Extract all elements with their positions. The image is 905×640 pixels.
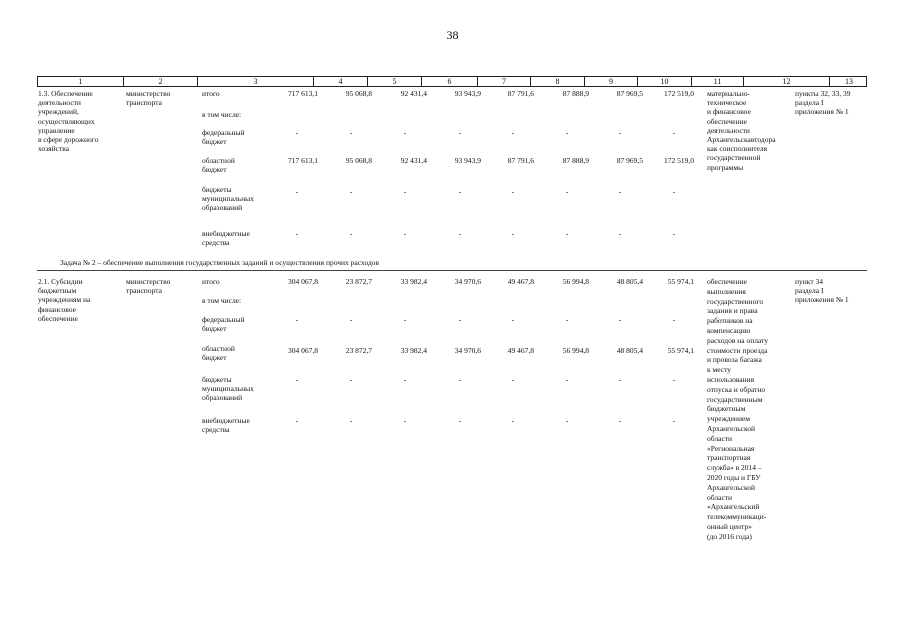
empty-cell: - bbox=[403, 375, 407, 384]
page-number: 38 bbox=[446, 28, 459, 42]
amount-cell: 87 791,6 bbox=[507, 89, 534, 98]
executor: министерство транспорта bbox=[126, 277, 171, 296]
empty-cell: - bbox=[349, 187, 353, 196]
source-extrabudget: внебюджетные средства bbox=[202, 416, 250, 435]
empty-cell: - bbox=[565, 375, 569, 384]
empty-cell: - bbox=[458, 229, 462, 238]
empty-cell: - bbox=[511, 187, 515, 196]
empty-cell: - bbox=[403, 187, 407, 196]
empty-cell: - bbox=[349, 315, 353, 324]
source-total: итого bbox=[202, 89, 220, 98]
header-col-4: 4 bbox=[314, 77, 368, 86]
empty-cell: - bbox=[672, 128, 676, 137]
empty-cell: - bbox=[349, 416, 353, 425]
amount-cell: 55 974,1 bbox=[667, 277, 694, 286]
empty-cell: - bbox=[349, 128, 353, 137]
amount-cell: 23 872,7 bbox=[345, 346, 372, 355]
amount-cell: 93 943,9 bbox=[454, 156, 481, 165]
reference: пункт 34 раздела I приложения № 1 bbox=[795, 277, 849, 305]
amount-cell: 48 805,4 bbox=[616, 346, 643, 355]
empty-cell: - bbox=[511, 315, 515, 324]
empty-cell: - bbox=[403, 128, 407, 137]
empty-cell: - bbox=[672, 187, 676, 196]
source-total: итого bbox=[202, 277, 220, 286]
header-col-11: 11 bbox=[692, 77, 744, 86]
amount-cell: 87 791,6 bbox=[507, 156, 534, 165]
header-col-1: 1 bbox=[38, 77, 124, 86]
amount-cell: 55 974,1 bbox=[667, 346, 694, 355]
empty-cell: - bbox=[618, 315, 622, 324]
header-col-6: 6 bbox=[422, 77, 478, 86]
source-including: в том числе: bbox=[202, 296, 242, 305]
amount-cell: 92 431,4 bbox=[400, 89, 427, 98]
empty-cell: - bbox=[672, 315, 676, 324]
amount-cell: 717 613,1 bbox=[288, 89, 318, 98]
empty-cell: - bbox=[618, 187, 622, 196]
measure-name: 1.3. Обеспечение деятельности учреждений, осуществляющих управление в сфере дорожного хозяйства bbox=[38, 89, 99, 154]
table-header bbox=[37, 76, 867, 87]
task-heading: Задача № 2 – обеспечение выполнения государственных заданий и осуществления прочих расходов bbox=[60, 258, 380, 267]
empty-cell: - bbox=[403, 416, 407, 425]
header-col-13: 13 bbox=[845, 77, 853, 86]
amount-cell: 717 613,1 bbox=[288, 156, 318, 165]
amount-cell: 33 982,4 bbox=[400, 346, 427, 355]
header-col-8: 8 bbox=[531, 77, 585, 86]
empty-cell: - bbox=[349, 375, 353, 384]
header-col-12: 12 bbox=[744, 77, 830, 86]
header-col-2: 2 bbox=[124, 77, 198, 86]
header-col-7: 7 bbox=[478, 77, 531, 86]
amount-cell: 172 519,0 bbox=[664, 89, 694, 98]
source-regional: областной бюджет bbox=[202, 344, 235, 363]
empty-cell: - bbox=[511, 375, 515, 384]
empty-cell: - bbox=[618, 416, 622, 425]
empty-cell: - bbox=[618, 128, 622, 137]
empty-cell: - bbox=[565, 128, 569, 137]
empty-cell: - bbox=[458, 315, 462, 324]
amount-cell: 87 888,9 bbox=[562, 156, 589, 165]
expected-result: обеспечение выполнения государственного задания и права работников на компенсацию расходов на оплату стоимости проезда и провоза багажа к месту использования отпуска и обратно государственным бюджетным учреждением Архангельской области «Региональная транспортная служба» в 2014 – 2020 годы и ГБУ Архангельской области «Архангельский телекоммуникаци- онный центр» (до 2016 года) bbox=[707, 277, 769, 541]
header-col-9: 9 bbox=[585, 77, 638, 86]
source-including: в том числе: bbox=[202, 110, 242, 119]
amount-cell: 304 067,8 bbox=[288, 277, 318, 286]
empty-cell: - bbox=[618, 375, 622, 384]
source-federal: федеральный бюджет bbox=[202, 315, 245, 334]
empty-cell: - bbox=[458, 375, 462, 384]
empty-cell: - bbox=[458, 187, 462, 196]
empty-cell: - bbox=[403, 229, 407, 238]
empty-cell: - bbox=[511, 416, 515, 425]
amount-cell: 87 969,5 bbox=[616, 89, 643, 98]
empty-cell: - bbox=[295, 187, 299, 196]
amount-cell: 56 994,8 bbox=[562, 277, 589, 286]
empty-cell: - bbox=[618, 229, 622, 238]
source-regional: областной бюджет bbox=[202, 156, 235, 175]
amount-cell: 87 888,9 bbox=[562, 89, 589, 98]
header-col-10: 10 bbox=[638, 77, 692, 86]
source-municipal: бюджеты муниципальных образований bbox=[202, 375, 254, 403]
amount-cell: 34 970,6 bbox=[454, 346, 481, 355]
amount-cell: 49 467,8 bbox=[507, 277, 534, 286]
amount-cell: 95 068,8 bbox=[345, 89, 372, 98]
source-extrabudget: внебюджетные средства bbox=[202, 229, 250, 248]
amount-cell: 304 067,8 bbox=[288, 346, 318, 355]
empty-cell: - bbox=[672, 375, 676, 384]
amount-cell: 87 969,5 bbox=[616, 156, 643, 165]
source-federal: федеральный бюджет bbox=[202, 128, 245, 147]
empty-cell: - bbox=[295, 416, 299, 425]
empty-cell: - bbox=[349, 229, 353, 238]
divider bbox=[37, 270, 867, 271]
empty-cell: - bbox=[295, 128, 299, 137]
empty-cell: - bbox=[295, 315, 299, 324]
amount-cell: 49 467,8 bbox=[507, 346, 534, 355]
amount-cell: 92 431,4 bbox=[400, 156, 427, 165]
amount-cell: 34 970,6 bbox=[454, 277, 481, 286]
empty-cell: - bbox=[565, 229, 569, 238]
expected-result: материально- техническое и финансовое обеспечение деятельности Архангельскавтодора как соисполнителя государственной программы bbox=[707, 89, 776, 172]
amount-cell: 172 519,0 bbox=[664, 156, 694, 165]
empty-cell: - bbox=[295, 375, 299, 384]
header-col-3: 3 bbox=[198, 77, 314, 86]
empty-cell: - bbox=[565, 416, 569, 425]
empty-cell: - bbox=[458, 128, 462, 137]
reference: пункты 32, 33, 39 раздела I приложения № 1 bbox=[795, 89, 851, 117]
empty-cell: - bbox=[295, 229, 299, 238]
amount-cell: 56 994,8 bbox=[562, 346, 589, 355]
amount-cell: 23 872,7 bbox=[345, 277, 372, 286]
amount-cell: 93 943,9 bbox=[454, 89, 481, 98]
empty-cell: - bbox=[511, 229, 515, 238]
empty-cell: - bbox=[458, 416, 462, 425]
executor: министерство транспорта bbox=[126, 89, 171, 108]
measure-name: 2.1. Субсидии бюджетным учреждениям на финансовое обеспечение bbox=[38, 277, 91, 323]
header-col-5: 5 bbox=[368, 77, 422, 86]
empty-cell: - bbox=[565, 315, 569, 324]
amount-cell: 95 068,8 bbox=[345, 156, 372, 165]
source-municipal: бюджеты муниципальных образований bbox=[202, 185, 254, 213]
empty-cell: - bbox=[672, 416, 676, 425]
empty-cell: - bbox=[565, 187, 569, 196]
empty-cell: - bbox=[403, 315, 407, 324]
empty-cell: - bbox=[511, 128, 515, 137]
amount-cell: 33 982,4 bbox=[400, 277, 427, 286]
amount-cell: 48 805,4 bbox=[616, 277, 643, 286]
empty-cell: - bbox=[672, 229, 676, 238]
